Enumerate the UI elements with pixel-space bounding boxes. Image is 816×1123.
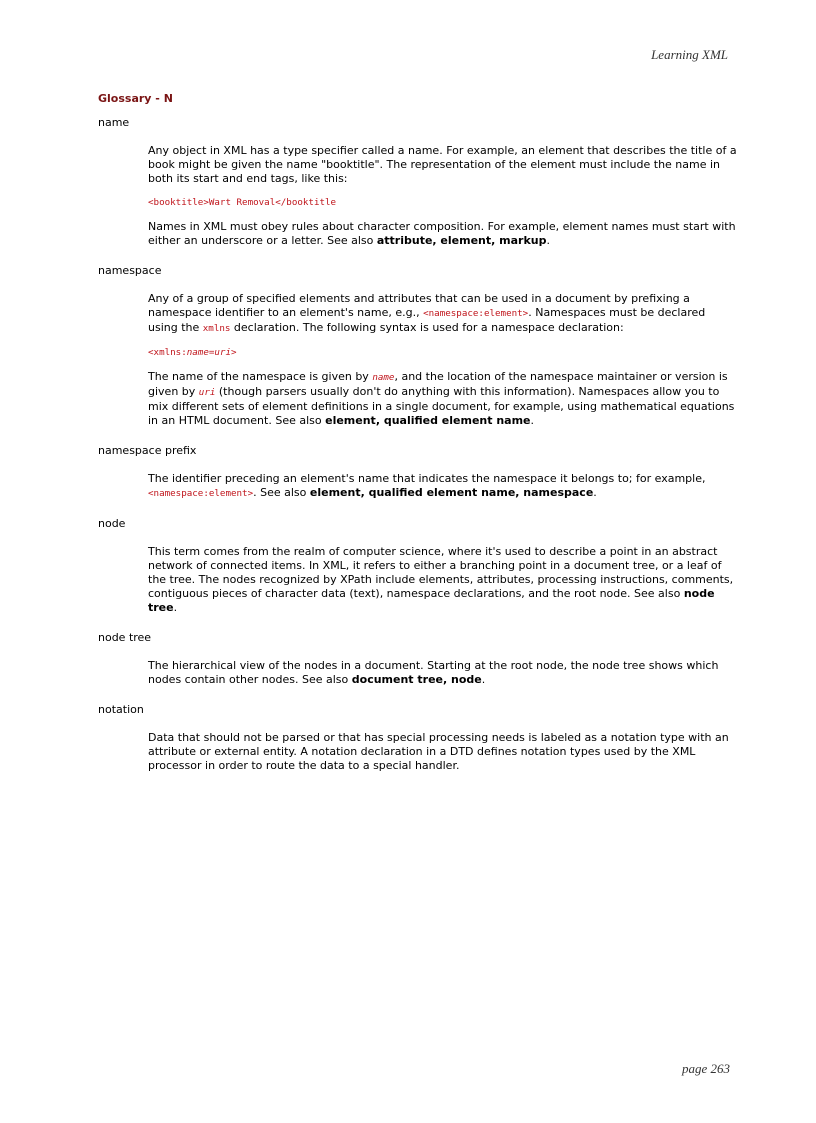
definition-text: . See also	[253, 486, 310, 499]
inline-code-variable: uri	[198, 387, 216, 398]
code-example: <booktitle>Wart Removal</booktitle	[148, 197, 337, 208]
definition-node-tree	[148, 659, 738, 701]
definition-paragraph	[148, 545, 738, 615]
page-number: page 263	[681, 1061, 730, 1076]
see-also-reference: attribute, element, markup	[376, 234, 547, 247]
definition-text: The hierarchical view of the nodes in a document. Starting at the root node, the node tree shows which nodes contain other nodes. See also	[148, 659, 719, 686]
term-namespace: namespace	[98, 264, 162, 277]
term-node: node	[98, 517, 126, 530]
definition-text: . Namespaces must be declared using the	[148, 306, 706, 334]
inline-code: xmlns	[202, 323, 231, 334]
entry-node-tree	[98, 629, 738, 701]
definition-paragraph	[148, 220, 738, 248]
glossary-content	[98, 114, 738, 787]
see-also-reference: element, qualified element name, namespace	[309, 486, 594, 499]
see-also-reference: element, qualified element name	[325, 414, 531, 427]
term-name: name	[98, 116, 130, 129]
glossary-title: Glossary - N	[98, 92, 173, 105]
definition-paragraph	[148, 659, 738, 687]
definition-text: Any of a group of specified elements and attributes that can be used in a document by prefixing a namespace identifier to an element's name, e.g.,	[148, 292, 690, 319]
term-notation: notation	[98, 703, 144, 716]
definition-paragraph	[148, 370, 738, 428]
term-node-tree: node tree	[98, 631, 152, 644]
entry-namespace-prefix	[98, 442, 738, 515]
see-also-reference: document tree, node	[351, 673, 482, 686]
definition-namespace-prefix	[148, 472, 738, 515]
entry-namespace	[98, 262, 738, 442]
running-header: Learning XML	[651, 47, 728, 62]
see-also-reference: node tree	[148, 587, 715, 614]
definition-namespace	[148, 292, 738, 442]
punctuation: .	[546, 234, 550, 247]
definition-paragraph	[148, 731, 738, 773]
code-text: >	[231, 347, 237, 358]
inline-code-variable: name	[372, 372, 395, 383]
punctuation: .	[593, 486, 597, 499]
definition-name	[148, 144, 738, 262]
definition-text: , and the location of the namespace maintainer or version is given by	[148, 370, 728, 398]
definition-text: Data that should not be parsed or that has special processing needs is labeled as a notation type with an attribute or external entity. A notation declaration in a DTD defines notation types used by the XML processor in order to route the data to a special handler.	[148, 731, 729, 772]
entry-name	[98, 114, 738, 262]
entry-notation	[98, 701, 738, 787]
definition-paragraph	[148, 144, 738, 186]
definition-text: (though parsers usually don't do anything with this information). Namespaces allow you to mix different sets of element definitions in a single document, for example, using mathematical equations in an HTML document. See also	[148, 385, 735, 427]
punctuation: .	[481, 673, 486, 686]
code-variable: name=uri	[186, 347, 231, 358]
term-namespace-prefix: namespace prefix	[98, 444, 197, 457]
entry-node	[98, 515, 738, 629]
punctuation: .	[530, 414, 535, 427]
punctuation: .	[173, 601, 178, 614]
inline-code: <namespace:element>	[423, 308, 529, 319]
definition-text: This term comes from the realm of computer science, where it's used to describe a point in an abstract network of connected items. In XML, it refers to either a branching point in a document tree, or a leaf of the tree. The nodes recognized by XPath include elements, attributes, processing instructions, comments, contiguous pieces of character data (text), namespace declarations, and the root node. See also	[148, 545, 734, 600]
definition-text: The identifier preceding an element's name that indicates the namespace it belongs to; for example,	[148, 472, 706, 485]
definition-paragraph	[148, 472, 738, 501]
definition-text: Names in XML must obey rules about character composition. For example, element names must start with either an underscore or a letter. See also	[148, 220, 736, 247]
definition-text: Any object in XML has a type specifier called a name. For example, an element that describes the title of a book might be given the name "booktitle". The representation of the element must include the name in both its start and end tags, like this:	[148, 144, 737, 185]
definition-text: The name of the namespace is given by	[148, 370, 373, 383]
definition-paragraph	[148, 292, 738, 336]
definition-node	[148, 545, 738, 629]
definition-notation	[148, 731, 738, 787]
code-example	[148, 346, 738, 360]
inline-code: <namespace:element>	[148, 488, 254, 499]
code-text: <xmlns:	[148, 347, 187, 358]
definition-text: declaration. The following syntax is used for a namespace declaration:	[230, 321, 624, 334]
